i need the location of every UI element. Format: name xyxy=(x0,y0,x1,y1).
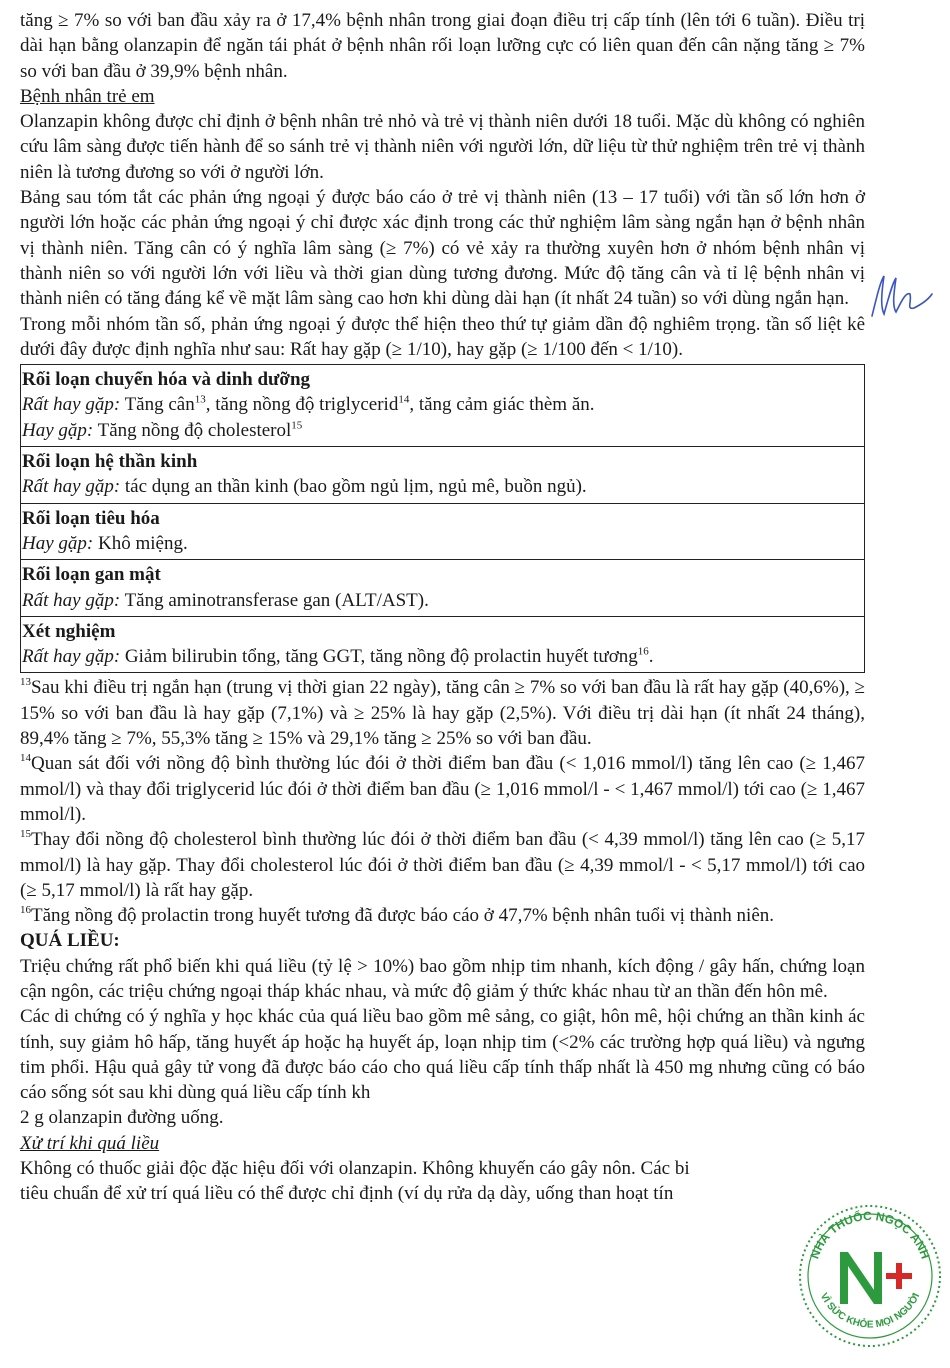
footnote-text: Tăng nồng độ prolactin trong huyết tương đã được báo cáo ở 47,7% bệnh nhân tuổi vị thành niên. xyxy=(31,905,775,927)
overdose-heading: QUÁ LIỀU: xyxy=(20,930,120,952)
row-title: Xét nghiệm xyxy=(22,620,116,642)
frequency-label: Hay gặp: xyxy=(22,419,94,441)
footnote-ref: 16 xyxy=(637,645,649,658)
row-text: Giảm bilirubin tổng, tăng GGT, tăng nồng độ prolactin huyết tương xyxy=(120,646,638,668)
table-row xyxy=(21,616,865,673)
row-title: Rối loạn tiêu hóa xyxy=(22,507,160,529)
row-line xyxy=(22,588,862,613)
frequency-label: Rất hay gặp: xyxy=(22,394,121,416)
footnote-number: 15 xyxy=(20,828,31,841)
table-cell-metabolism xyxy=(21,365,865,447)
frequency-label: Rất hay gặp: xyxy=(22,476,121,498)
intro-paragraph: tăng ≥ 7% so với ban đầu xảy ra ở 17,4% bệnh nhân trong giai đoạn điều trị cấp tính (lên tới 6 tuần). Điều trị dài hạn bằng olanzapin để ngăn tái phát ở bệnh nhân rối loạn lưỡng cực có liên quan đến cân nặng tăng ≥ 7% so với ban đầu ở 39,9% bệnh nhân. xyxy=(20,10,865,82)
row-text: Tăng aminotransferase gan (ALT/AST). xyxy=(120,589,429,611)
footnote-ref: 13 xyxy=(194,394,206,407)
row-text: , tăng cảm giác thèm ăn. xyxy=(409,394,595,416)
row-title: Rối loạn gan mật xyxy=(22,564,161,586)
handwritten-signature-icon xyxy=(866,270,936,320)
footnote-16 xyxy=(20,903,865,928)
footnote-ref: 14 xyxy=(398,394,410,407)
pediatric-paragraph-2: Bảng sau tóm tắt các phản ứng ngoại ý được báo cáo ở trẻ vị thành niên (13 – 17 tuổi) với tần số lớn hơn ở người lớn hoặc các phản ứng ngoại ý chỉ được xác định trong các thử nghiệm lâm sàng ngắn hạn ở bệnh nhân vị thành niên. Tăng cân có ý nghĩa lâm sàng (≥ 7%) có vẻ xảy ra thường xuyên hơn ở nhóm bệnh nhân vị thành niên so với người lớn với liều và thời gian dùng tương đương. Mức độ tăng cân và tỉ lệ bệnh nhân vị thành niên có tăng đáng kể về mặt lâm sàng cao hơn khi dùng dài hạn (ít nhất 24 tuần) so với dùng ngắn hạn. xyxy=(20,187,865,310)
row-text: Khô miệng. xyxy=(93,532,188,554)
row-line xyxy=(22,644,862,669)
table-row xyxy=(21,447,865,504)
row-title: Rối loạn chuyển hóa và dinh dưỡng xyxy=(22,369,311,391)
row-text: . xyxy=(648,646,654,668)
footnote-text: Quan sát đối với nồng độ bình thường lúc đói ở thời điểm ban đầu (< 1,016 mmol/l) tăng lên cao (≥ 1,467 mmol/l) và thay đổi triglycerid lúc đói ở thời điểm ban đầu (≥ 1,016 mmol/l - < 1,467 mmol/l) tới cao (≥ 1,467 mmol/l). xyxy=(20,753,865,825)
row-text: tác dụng an thần kinh (bao gồm ngủ lịm, ngủ mê, buồn ngủ). xyxy=(120,476,587,498)
row-line xyxy=(22,418,862,443)
row-title: Rối loạn hệ thần kinh xyxy=(22,451,198,473)
frequency-label: Hay gặp: xyxy=(22,532,94,554)
footnote-text: Thay đổi nồng độ cholesterol bình thường lúc đói ở thời điểm ban đầu (< 4,39 mmol/l) tăng lên cao (≥ 5,17 mmol/l) là hay gặp. Thay đổi cholesterol lúc đói ở thời điểm ban đầu (≥ 4,39 mmol/l - < 5,17 mmol/l) tới cao (≥ 5,17 mmol/l) là rất hay gặp. xyxy=(20,829,865,901)
row-line xyxy=(22,474,862,499)
table-cell-gi xyxy=(21,503,865,560)
row-line xyxy=(22,392,862,417)
frequency-label: Rất hay gặp: xyxy=(22,646,121,668)
table-row xyxy=(21,560,865,617)
footnote-ref: 15 xyxy=(291,419,303,432)
pediatric-paragraph-1: Olanzapin không được chỉ định ở bệnh nhân trẻ nhỏ và trẻ vị thành niên dưới 18 tuổi. Mặc dù không có nghiên cứu lâm sàng được tiến hành để so sánh trẻ vị thành niên với người lớn, dữ liệu từ thử nghiệm trên trẻ vị thành niên là tương đương so với ở người lớn. xyxy=(20,111,865,183)
row-text: Tăng cân xyxy=(120,394,195,416)
adverse-reactions-table xyxy=(20,364,865,673)
stamp-bottom-text: VÌ SỨC KHỎE MỌI NGƯỜI xyxy=(817,1291,923,1331)
frequency-label: Rất hay gặp: xyxy=(22,589,121,611)
row-text: , tăng nồng độ triglycerid xyxy=(205,394,399,416)
overdose-management-heading: Xử trí khi quá liều xyxy=(20,1132,160,1154)
overdose-paragraph-2: Các di chứng có ý nghĩa y học khác của quá liều bao gồm mê sảng, co giật, hôn mê, hội chứng an thần kinh ác tính, suy giảm hô hấp, tăng huyết áp hoặc hạ huyết áp, loạn nhịp tim (<2% các trường hợp quá liều) và ngưng tim phổi. Hậu quả gây tử vong đã được báo cáo cho quá liều cấp tính thấp nhất là 450 mg nhưng cũng có báo cáo sống sót sau khi dùng quá liều cấp tính kh xyxy=(20,1006,865,1104)
table-cell-hepatobiliary xyxy=(21,560,865,617)
footnote-number: 13 xyxy=(20,676,31,689)
pediatric-heading: Bệnh nhân trẻ em xyxy=(20,85,155,107)
row-text: Tăng nồng độ cholesterol xyxy=(93,419,292,441)
table-cell-nervous xyxy=(21,447,865,504)
overdose-paragraph-2-tail: 2 g olanzapin đường uống. xyxy=(20,1107,224,1129)
footnote-13 xyxy=(20,675,865,751)
table-cell-lab xyxy=(21,616,865,673)
stamp-top-text: NHÀ THUỐC NGỌC ANH xyxy=(807,1208,933,1261)
footnote-number: 14 xyxy=(20,752,31,765)
overdose-paragraph-3-line-2: tiêu chuẩn để xử trí quá liều có thể được chỉ định (ví dụ rửa dạ dày, uống than hoạt tín xyxy=(20,1183,674,1205)
table-row xyxy=(21,503,865,560)
pharmacy-stamp-logo xyxy=(788,1192,948,1352)
footnote-15 xyxy=(20,827,865,903)
overdose-paragraph-1: Triệu chứng rất phổ biến khi quá liều (tỷ lệ > 10%) bao gồm nhịp tim nhanh, kích động / gây hấn, chứng loạn cận ngôn, các triệu chứng ngoại tháp khác nhau, và mức độ giảm ý thức khác nhau từ an thần đến hôn mê. xyxy=(20,955,865,1002)
footnote-14 xyxy=(20,751,865,827)
pediatric-paragraph-3: Trong mỗi nhóm tần số, phản ứng ngoại ý được thể hiện theo thứ tự giảm dần độ nghiêm trọng. tần số liệt kê dưới đây được định nghĩa như sau: Rất hay gặp (≥ 1/10), hay gặp (≥ 1/100 đến < 1/10). xyxy=(20,313,865,360)
document-page xyxy=(20,8,865,1207)
overdose-paragraph-3-line-1: Không có thuốc giải độc đặc hiệu đối với olanzapin. Không khuyến cáo gây nôn. Các bi xyxy=(20,1158,690,1180)
table-row xyxy=(21,365,865,447)
footnote-text: Sau khi điều trị ngắn hạn (trung vị thời gian 22 ngày), tăng cân ≥ 7% so với ban đầu là rất hay gặp (40,6%), ≥ 15% so với ban đầu là hay gặp (7,1%) và ≥ 25% là hay gặp (2,5%). Với điều trị dài hạn (ít nhất 24 tháng), 89,4% tăng ≥ 7%, 55,3% tăng ≥ 15% và 29,1% tăng ≥ 25% so với ban đầu. xyxy=(20,677,865,750)
footnote-number: 16 xyxy=(20,904,31,917)
row-line xyxy=(22,531,862,556)
